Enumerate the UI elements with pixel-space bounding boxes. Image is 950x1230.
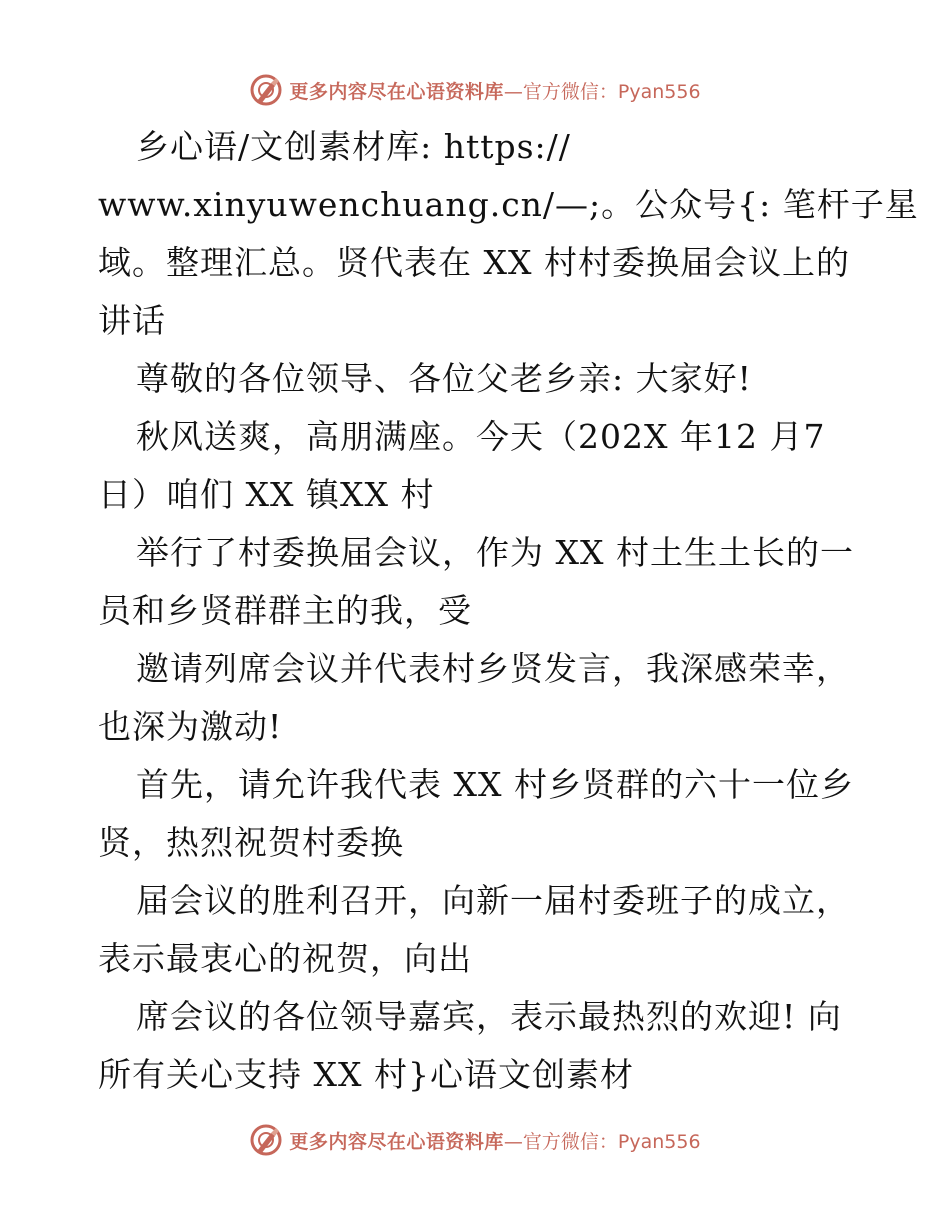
- text-line: 举行了村委换届会议，作为 XX 村土生土长的一: [136, 533, 854, 572]
- pen-logo-icon: [249, 1123, 283, 1157]
- text-line: www.xinyuwenchuang.cn/—;。公众号{: 笔杆子星: [98, 185, 919, 224]
- banner-wechat-text: —官方微信：Pyan556: [503, 80, 701, 103]
- text-line: 域。整理汇总。贤代表在 XX 村村委换届会议上的: [98, 243, 850, 282]
- text-line: 秋风送爽，高朋满座。今天（202X 年12 月7: [136, 417, 826, 456]
- banner-wechat-text: —官方微信：Pyan556: [503, 1130, 701, 1153]
- footer-banner: [0, 1118, 950, 1162]
- text-line: 表示最衷心的祝贺，向出: [98, 939, 472, 978]
- text-line: 首先，请允许我代表 XX 村乡贤群的六十一位乡: [136, 765, 854, 804]
- banner-main-text: 更多内容尽在心语资料库: [289, 80, 504, 103]
- text-line: 邀请列席会议并代表村乡贤发言，我深感荣幸，: [136, 649, 850, 688]
- text-line: 届会议的胜利召开，向新一届村委班子的成立，: [136, 881, 850, 920]
- text-line: 所有关心支持 XX 村}心语文创素材: [98, 1055, 634, 1094]
- text-line: 讲话: [98, 301, 166, 340]
- text-line: 席会议的各位领导嘉宾，表示最热烈的欢迎! 向: [136, 997, 842, 1036]
- text-line: 乡心语/文创素材库: https://: [136, 127, 571, 166]
- text-line: 日）咱们 XX 镇XX 村: [98, 475, 435, 514]
- document-body: [98, 118, 919, 1104]
- text-line: 员和乡贤群群主的我，受: [98, 591, 472, 630]
- banner-main-text: 更多内容尽在心语资料库: [289, 1130, 504, 1153]
- text-line: 尊敬的各位领导、各位父老乡亲: 大家好!: [136, 359, 752, 398]
- header-banner: [0, 68, 950, 112]
- text-line: 也深为激动!: [98, 707, 283, 746]
- text-line: 贤，热烈祝贺村委换: [98, 823, 404, 862]
- pen-logo-icon: [249, 73, 283, 107]
